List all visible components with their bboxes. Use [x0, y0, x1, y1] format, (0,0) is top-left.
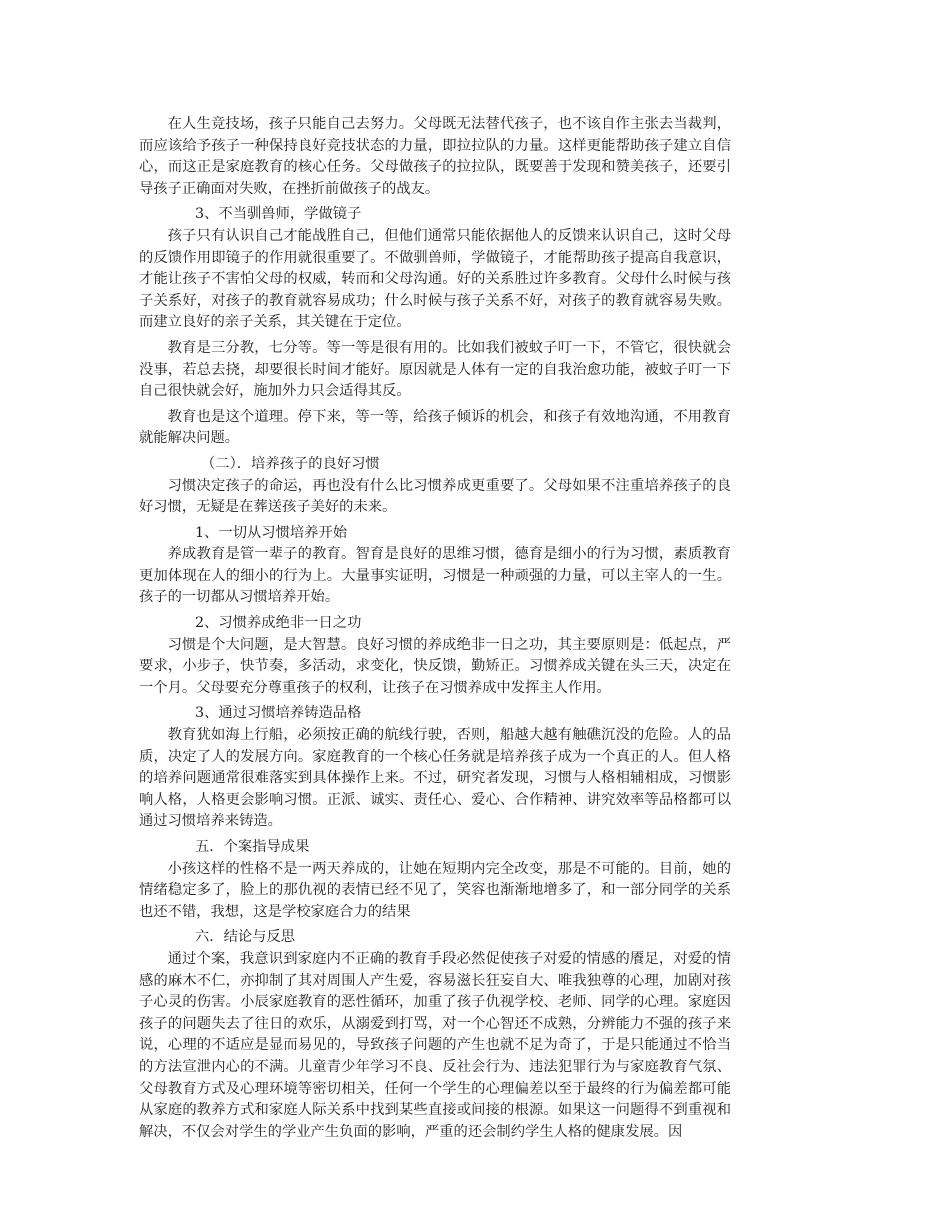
section-heading: 五．个案指导成果 — [195, 839, 310, 855]
body-paragraph: 在人生竞技场，孩子只能自己去努力。父母既无法替代孩子，也不该自作主张去当裁判，而应该给予孩子一种保持良好竞技状态的力量，即拉拉队的力量。这样更能帮助孩子建立自信心，而这正是家庭教育的核心任务。父母做孩子的拉拉队，既要善于发现和赞美孩子，还要引导孩子正确面对失败，在挫折前做孩子的战友。 — [139, 116, 731, 197]
body-paragraph: 孩子只有认识自己才能战胜自己，但他们通常只能依据他人的反馈来认识自己，这时父母的反馈作用即镜子的作用就很重要了。不做驯兽师，学做镜子，才能帮助孩子提高自我意识，才能让孩子不害怕父母的权威，转而和父母沟通。好的关系胜过许多教育。父母什么时候与孩子关系好，对孩子的教育就容易成功；什么时候与孩子关系不好，对孩子的教育就容易失败。而建立良好的亲子关系，其关键在于定位。 — [139, 227, 731, 331]
body-paragraph: 教育犹如海上行船，必须按正确的航线行驶，否则，船越大越有触礁沉没的危险。人的品质，决定了人的发展方向。家庭教育的一个核心任务就是培养孩子成为一个真正的人。但人格的培养问题通常很难落实到具体操作上来。不过，研究者发现，习惯与人格相辅相成，习惯影响人格，人格更会影响习惯。正派、诚实、责任心、爱心、合作精神、讲究效率等品格都可以通过习惯培养来铸造。 — [139, 727, 731, 830]
body-paragraph: 习惯决定孩子的命运，再也没有什么比习惯养成更重要了。父母如果不注重培养孩子的良好习惯，无疑是在葬送孩子美好的未来。 — [139, 477, 731, 516]
body-paragraph: 养成教育是管一辈子的教育。智育是良好的思维习惯，德育是细小的行为习惯，素质教育更加体现在人的细小的行为上。大量事实证明，习惯是一种顽强的力量，可以主宰人的一生。孩子的一切都从习惯培养开始。 — [139, 546, 731, 606]
section-heading: 2、习惯养成绝非一日之功 — [195, 615, 362, 632]
section-heading: 六．结论与反思 — [195, 929, 296, 946]
body-paragraph: 小孩这样的性格不是一两天养成的，让她在短期内完全改变，那是不可能的。目前，她的情绪稳定多了，脸上的那仇视的表情已经不见了，笑容也渐渐地增多了，和一部分同学的关系也还不错，我想，这是学校家庭合力的结果 — [139, 860, 731, 920]
document-page — [139, 114, 731, 1143]
body-paragraph: 习惯是个大问题，是大智慧。良好习惯的养成绝非一日之功，其主要原则是：低起点，严要求，小步子，快节奏，多活动，求变化，快反馈，勤矫正。习惯养成关键在头三天，决定在一个月。父母要充分尊重孩子的权利，让孩子在习惯养成中发挥主人作用。 — [139, 636, 731, 696]
body-paragraph: 通过个案，我意识到家庭内不正确的教育手段必然促使孩子对爱的情感的餍足，对爱的情感的麻木不仁，亦抑制了其对周围人产生爱，容易滋长狂妄自大、唯我独尊的心理，加剧对孩子心灵的伤害。小辰家庭教育的恶性循环，加重了孩子仇视学校、老师、同学的心理。家庭因孩子的问题失去了往日的欢乐，从溺爱到打骂，对一个心智还不成熟，分辨能力不强的孩子来说，心理的不适应是显而易见的，导致孩子问题的产生也就不足为奇了，于是只能通过不恰当的方法宣泄内心的不满。儿童青少年学习不良、反社会行为、违法犯罪行为与家庭教育气氛、父母教育方式及心理环境等密切相关，任何一个学生的心理偏差以至于最终的行为偏差都可能从家庭的教养方式和家庭人际关系中找到某些直接或间接的根源。如果这一问题得不到重视和解决，不仅会对学生的学业产生负面的影响，严重的还会制约学生人格的健康发展。因 — [139, 950, 731, 1140]
section-heading: 3、通过习惯培养铸造品格 — [195, 705, 362, 722]
body-paragraph: 教育也是这个道理。停下来，等一等，给孩子倾诉的机会，和孩子有效地沟通，不用教育就能解决问题。 — [139, 408, 731, 447]
section-heading: （二）．培养孩子的良好习惯 — [201, 455, 380, 472]
body-paragraph: 教育是三分教，七分等。等一等是很有用的。比如我们被蚊子叮一下，不管它，很快就会没事，若总去挠，却要很长时间才能好。原因就是人体有一定的自我治愈功能，被蚊子叮一下自己很快就会好，施加外力只会适得其反。 — [139, 339, 731, 400]
section-heading: 1、一切从习惯培养开始 — [195, 524, 348, 541]
section-heading: 3、不当驯兽师，学做镜子 — [195, 206, 362, 223]
